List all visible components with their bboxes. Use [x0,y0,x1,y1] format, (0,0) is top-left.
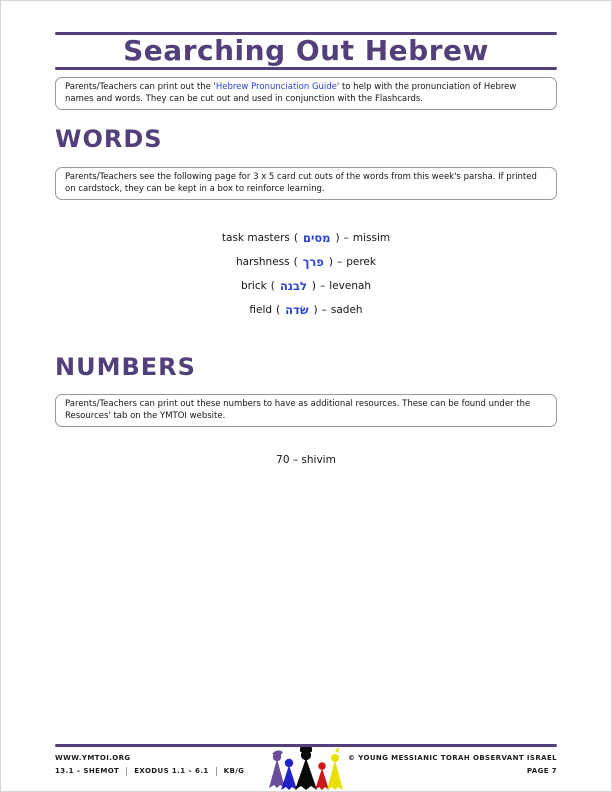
word-dash: – [320,280,326,292]
word-transliteration: missim [352,232,391,244]
word-hebrew: מסים [302,231,331,245]
word-english: task masters [221,232,290,244]
word-transliteration: perek [346,256,376,268]
page-title: Searching Out Hebrew [123,34,489,67]
footer-parsha-ref: 13.1 – SHEMOT [55,767,120,775]
pronunciation-note-prefix: Parents/Teachers can print out the ' [65,82,216,92]
footer-scripture-ref: EXODUS 1.1 – 6.1 [134,767,209,775]
word-open-paren: ( [270,280,275,292]
word-english: harshness [236,256,290,268]
word-row-harshness [55,250,557,274]
title-rule-bottom [55,67,557,70]
hebrew-word-list [55,226,557,322]
word-hebrew: שׂדה [285,303,309,317]
footer-right [317,752,557,778]
word-row-field [55,298,557,322]
footer-level-ref: KB/G [223,767,245,775]
footer-copyright: © YOUNG MESSIANIC TORAH OBSERVANT ISRAEL [348,754,557,762]
footer-page-number: PAGE 7 [526,767,557,775]
word-english: brick [240,280,267,292]
logo-figure-black [295,747,317,790]
logo-figure-blue [281,759,297,790]
footer-reference [55,765,275,778]
word-dash: – [336,256,343,268]
word-transliteration: levenah [329,280,372,292]
logo-figure-purple [269,750,285,788]
pronunciation-note-suffix: ' to help with the pronunciation of Hebrew names and words. They can be cut out and used in conjunction with the Flashcards. [65,82,517,104]
logo-figure-red [315,762,329,790]
word-close-paren: ) [328,256,333,268]
words-note-box [55,167,557,200]
footer-website-link[interactable]: WWW.YMTOI.ORG [55,754,131,762]
word-close-paren: ) [311,280,317,292]
logo-figure-yellow [327,747,343,790]
words-note-text: Parents/Teachers see the following page for 3 x 5 card cut outs of the words from this week's parsha. If printed on cardstock, they can be kept in a box to reinforce learning. [65,172,537,194]
word-row-task-masters [55,226,557,250]
pronunciation-note-box [55,77,557,110]
numbers-section-heading: NUMBERS [55,353,196,381]
words-section-heading: WORDS [55,125,163,153]
word-transliteration: sadeh [330,304,363,316]
ymtoi-logo-figures [264,746,348,790]
footer-divider [216,767,217,776]
ymtoi-logo [264,746,348,790]
word-hebrew: לבנה [279,279,307,293]
word-open-paren: ( [276,304,281,316]
hebrew-pronunciation-guide-link[interactable]: Hebrew Pronunciation Guide [215,82,337,92]
word-open-paren: ( [293,256,298,268]
word-english: field [249,304,273,316]
numbers-note-text: Parents/Teachers can print out these numbers to have as additional resources. These can be found under the Resources' tab on the YMTOI website. [65,399,531,421]
number-item-70: 70 – shivim [276,454,336,466]
footer-left [55,752,275,778]
word-dash: – [321,304,327,316]
footer-divider [126,767,127,776]
numbers-note-box [55,394,557,427]
word-dash: – [343,232,349,244]
word-hebrew: פרך [302,255,324,269]
word-row-brick [55,274,557,298]
word-close-paren: ) [335,232,340,244]
word-close-paren: ) [313,304,318,316]
word-open-paren: ( [293,232,298,244]
